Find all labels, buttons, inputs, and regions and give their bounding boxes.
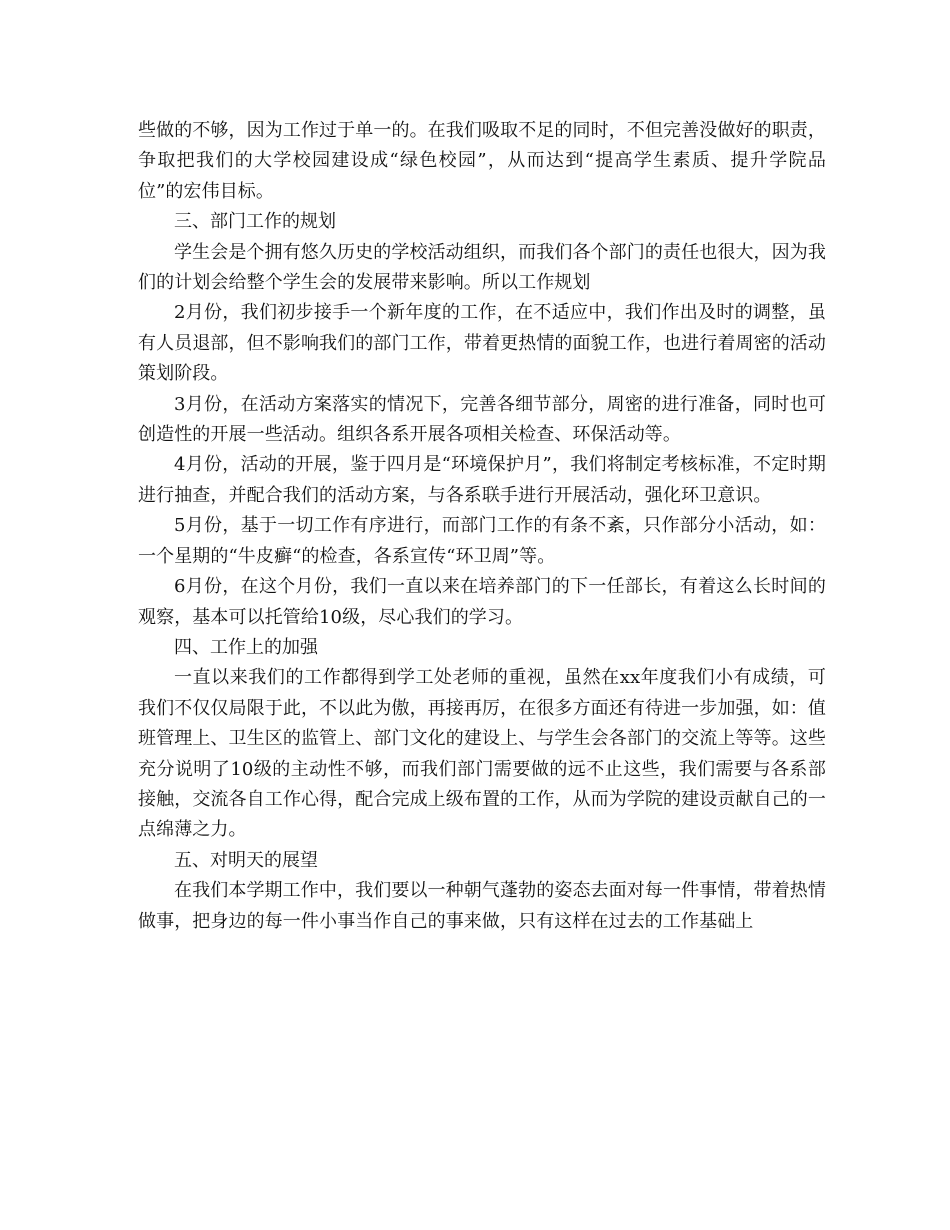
- document-page: [138, 116, 826, 937]
- paragraph-outlook: 在我们本学期工作中，我们要以一种朝气蓬勃的姿态去面对每一件事情，带着热情做事，把身边的每一件小事当作自己的事来做，只有这样在过去的工作基础上: [138, 880, 826, 932]
- paragraph-june: 6月份，在这个月份，我们一直以来在培养部门的下一任部长，有着这么长时间的观察，基本可以托管给10级，尽心我们的学习。: [138, 576, 826, 628]
- section-heading-strengthen: 四、工作上的加强: [174, 636, 318, 658]
- section-heading-plan: 三、部门工作的规划: [174, 211, 336, 233]
- paragraph-student-union: 学生会是个拥有悠久历史的学校活动组织，而我们各个部门的责任也很大，因为我们的计划会给整个学生会的发展带来影响。所以工作规划: [138, 241, 826, 294]
- paragraph-may: 5月份，基于一切工作有序进行，而部门工作的有条不紊，只作部分小活动，如：一个星期的“牛皮癣“的检查，各系宣传“环卫周”等。: [138, 515, 826, 567]
- paragraph-february: 2月份，我们初步接手一个新年度的工作，在不适应中，我们作出及时的调整，虽有人员退部，但不影响我们的部门工作，带着更热情的面貌工作，也进行着周密的活动策划阶段。: [138, 302, 826, 385]
- paragraph-march: 3月份，在活动方案落实的情况下，完善各细节部分，周密的进行准备，同时也可创造性的开展一些活动。组织各系开展各项相关检查、环保活动等。: [138, 393, 826, 446]
- section-heading-outlook: 五、对明天的展望: [174, 849, 318, 871]
- paragraph-intro-continuation: 些做的不够，因为工作过于单一的。在我们吸取不足的同时，不但完善没做好的职责，争取把我们的大学校园建设成“绿色校园”，从而达到“提高学生素质、提升学院品位”的宏伟目标。: [138, 120, 826, 202]
- paragraph-april: 4月份，活动的开展，鉴于四月是“环境保护月”，我们将制定考核标准，不定时期进行抽查，并配合我们的活动方案，与各系联手进行开展活动，强化环卫意识。: [138, 454, 826, 506]
- paragraph-strengthen: 一直以来我们的工作都得到学工处老师的重视，虽然在xx年度我们小有成绩，可我们不仅仅局限于此，不以此为傲，再接再厉，在很多方面还有待进一步加强，如：值班管理上、卫生区的监管上、部门文化的建设上、与学生会各部门的交流上等等。这些充分说明了10级的主动性不够，而我们部门需要做的远不止这些，我们需要与各系部接触，交流各自工作心得，配合完成上级布置的工作，从而为学院的建设贡献自己的一点绵薄之力。: [138, 667, 826, 841]
